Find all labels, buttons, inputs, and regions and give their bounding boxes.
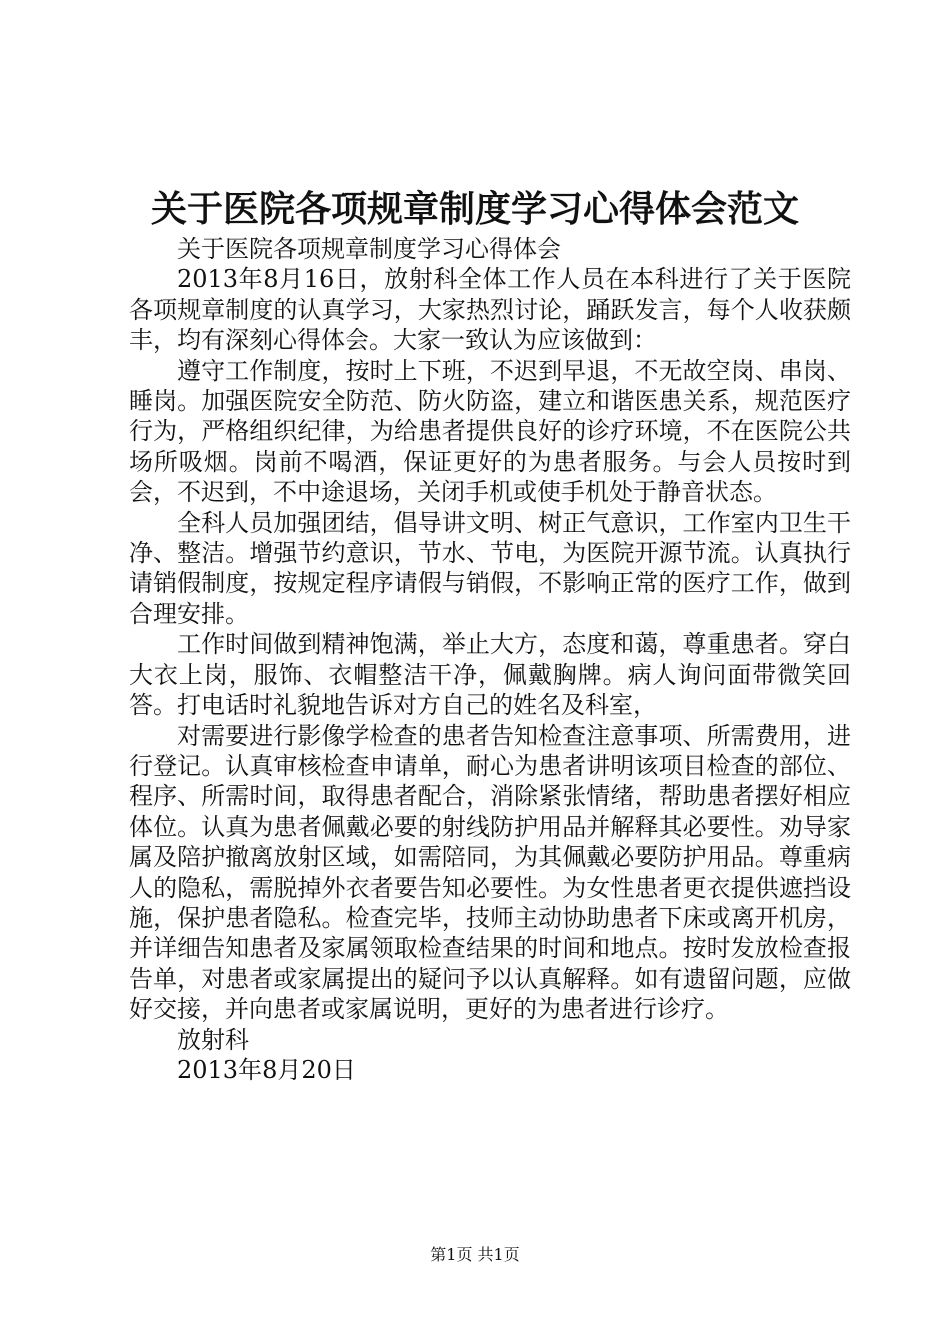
body-paragraph: 对需要进行影像学检查的患者告知检查注意事项、所需费用，进行登记。认真审核检查申请单，耐心为患者讲明该项目检查的部位、程序、所需时间，取得患者配合，消除紧张情绪，帮助患者摆好相应体位。认真为患者佩戴必要的射线防护用品并解释其必要性。劝导家属及陪护撤离放射区域，如需陪同，为其佩戴必要防护用品。尊重病人的隐私，需脱掉外衣者要告知必要性。为女性患者更衣提供遮挡设施，保护患者隐私。检查完毕，技师主动协助患者下床或离开机房，并详细告知患者及家属领取检查结果的时间和地点。按时发放检查报告单，对患者或家属提出的疑问予以认真解释。如有遗留问题，应做好交接，并向患者或家属说明，更好的为患者进行诊疗。 [129, 721, 851, 1024]
signature-department: 放射科 [177, 1025, 249, 1054]
document-body [129, 234, 851, 1085]
body-paragraph: 全科人员加强团结，倡导讲文明、树正气意识，工作室内卫生干净、整洁。增强节约意识，节水、节电，为医院开源节流。认真执行请销假制度，按规定程序请假与销假，不影响正常的医疗工作，做到合理安排。 [129, 508, 851, 628]
signature-date: 2013年8月20日 [177, 1055, 356, 1084]
intro-paragraph: 2013年8月16日，放射科全体工作人员在本科进行了关于医院各项规章制度的认真学习，大家热烈讨论，踊跃发言，每个人收获颇丰，均有深刻心得体会。大家一致认为应该做到： [129, 265, 851, 355]
subtitle-paragraph: 关于医院各项规章制度学习心得体会 [177, 235, 561, 263]
page-number: 第1页 共1页 [430, 1245, 520, 1264]
document-title: 关于医院各项规章制度学习心得体会范文 [150, 188, 799, 230]
body-paragraph: 遵守工作制度，按时上下班，不迟到早退，不无故空岗、串岗、睡岗。加强医院安全防范、防火防盗，建立和谐医患关系，规范医疗行为，严格组织纪律，为给患者提供良好的诊疗环境，不在医院公共场所吸烟。岗前不喝酒，保证更好的为患者服务。与会人员按时到会，不迟到，不中途退场，关闭手机或使手机处于静音状态。 [129, 356, 851, 507]
body-paragraph: 工作时间做到精神饱满，举止大方，态度和蔼，尊重患者。穿白大衣上岗，服饰、衣帽整洁干净，佩戴胸牌。病人询问面带微笑回答。打电话时礼貌地告诉对方自己的姓名及科室， [129, 630, 851, 720]
